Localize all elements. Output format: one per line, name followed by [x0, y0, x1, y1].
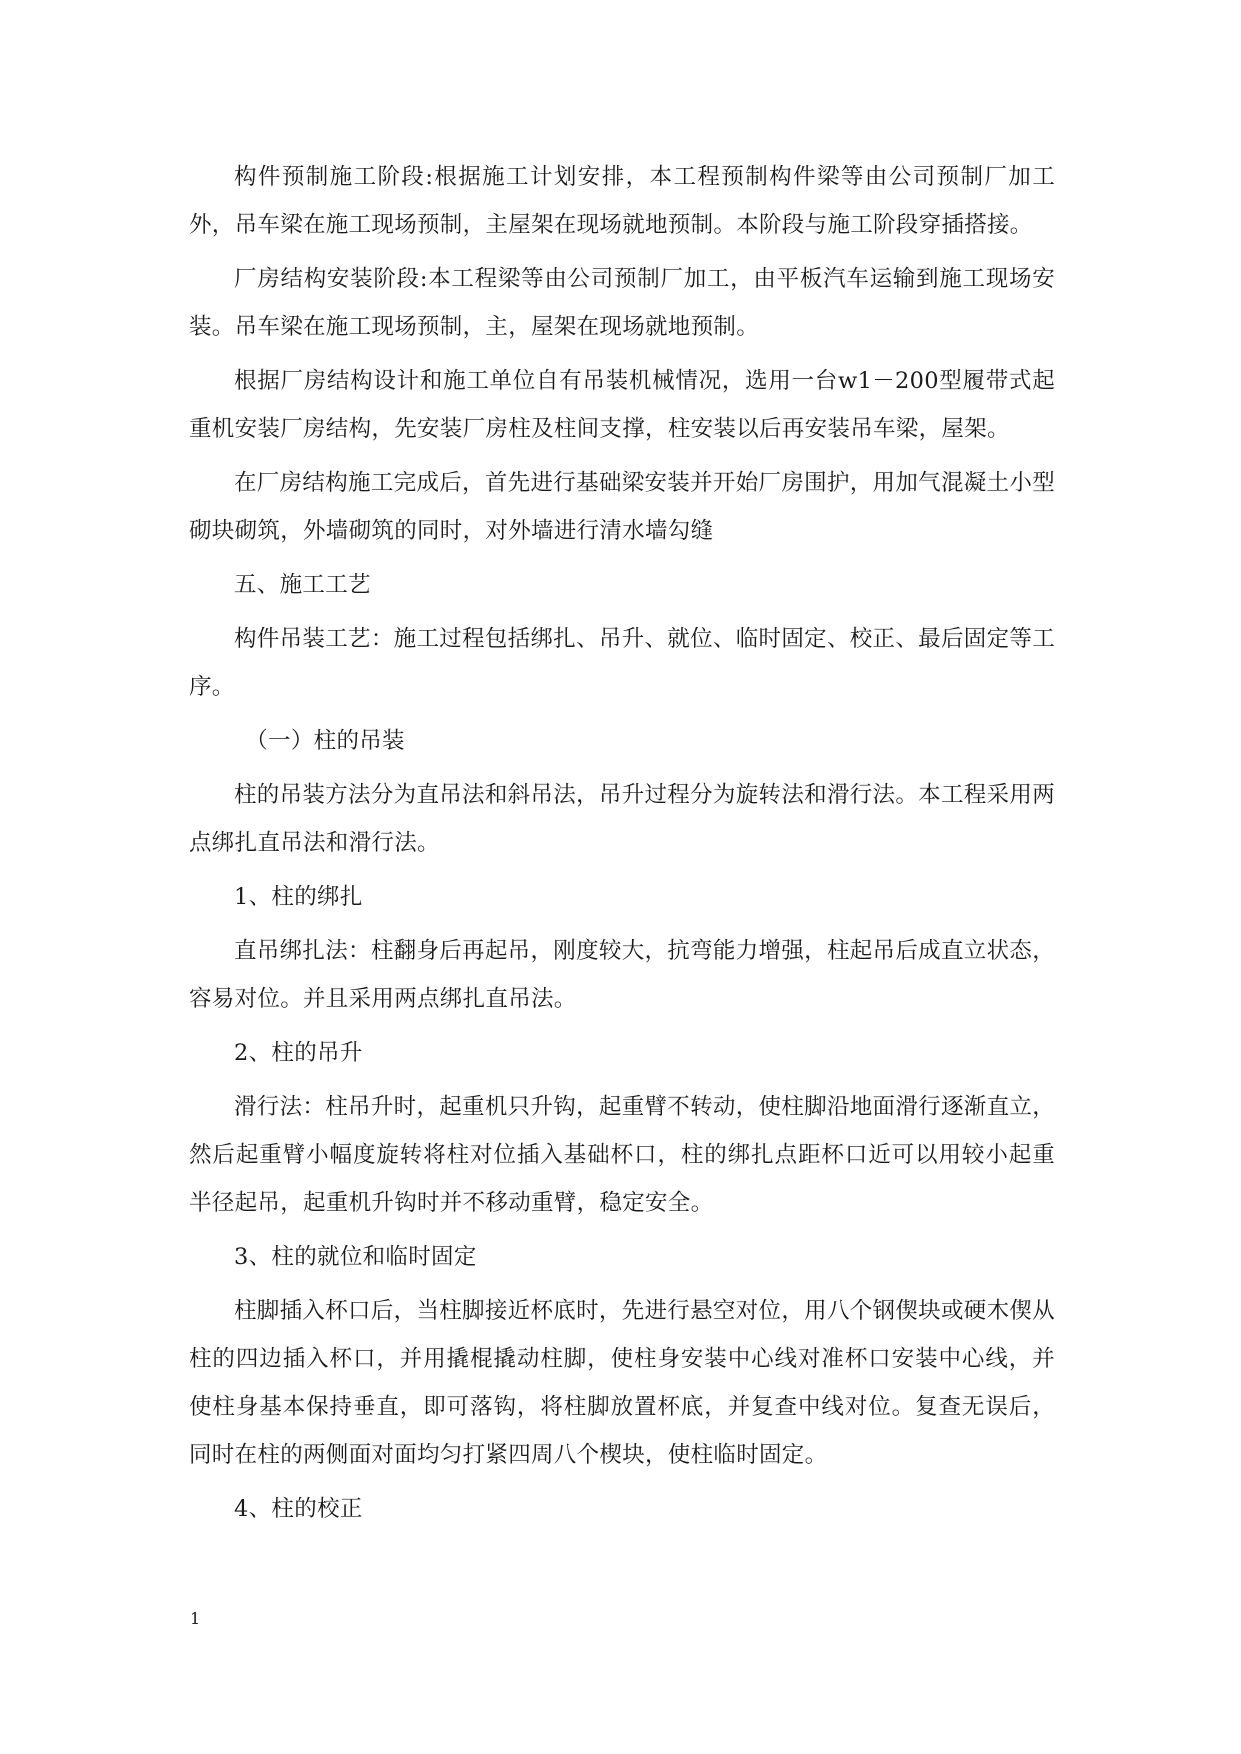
subsection-heading-column-hoisting: （一）柱的吊装 — [245, 728, 405, 754]
item-heading-column-binding: 1、柱的绑扎 — [234, 884, 363, 910]
paragraph-enclosure: 在厂房结构施工完成后，首先进行基础梁安装并开始厂房围护，用加气混凝土小型砌块砌筑，外墙砌筑的同时，对外墙进行清水墙勾缝 — [189, 470, 1055, 544]
paragraph-prefab-stage: 构件预制施工阶段:根据施工计划安排，本工程预制构件梁等由公司预制厂加工外，吊车梁在施工现场预制，主屋架在现场就地预制。本阶段与施工阶段穿插搭接。 — [189, 164, 1055, 238]
item-heading-column-correction: 4、柱的校正 — [234, 1496, 363, 1522]
item-heading-positioning-fixing: 3、柱的就位和临时固定 — [234, 1244, 477, 1270]
paragraph-hoisting-methods: 柱的吊装方法分为直吊法和斜吊法，吊升过程分为旋转法和滑行法。本工程采用两点绑扎直吊法和滑行法。 — [189, 782, 1055, 856]
paragraph-sliding-method: 滑行法：柱吊升时，起重机只升钩，起重臂不转动，使柱脚沿地面滑行逐渐直立，然后起重臂小幅度旋转将柱对位插入基础杯口，柱的绑扎点距杯口近可以用较小起重半径起吊，起重机升钩时并不移动重臂，稳定安全。 — [189, 1094, 1055, 1216]
document-body — [189, 153, 1055, 1533]
page-number: 1 — [190, 1609, 201, 1628]
item-heading-column-lifting: 2、柱的吊升 — [234, 1040, 363, 1066]
section-heading-construction-process: 五、施工工艺 — [234, 572, 371, 598]
paragraph-binding-method: 直吊绑扎法：柱翻身后再起吊，刚度较大，抗弯能力增强，柱起吊后成直立状态，容易对位。并且采用两点绑扎直吊法。 — [189, 938, 1055, 1012]
paragraph-installation-stage: 厂房结构安装阶段:本工程梁等由公司预制厂加工，由平板汽车运输到施工现场安装。吊车梁在施工现场预制，主，屋架在现场就地预制。 — [189, 266, 1055, 340]
paragraph-positioning-fixing: 柱脚插入杯口后，当柱脚接近杯底时，先进行悬空对位，用八个钢偰块或硬木偰从柱的四边插入杯口，并用撬棍撬动柱脚，使柱身安装中心线对准杯口安装中心线，并使柱身基本保持垂直，即可落钩，将柱脚放置杯底，并复查中线对位。复查无误后，同时在柱的两侧面对面均匀打紧四周八个楔块，使柱临时固定。 — [189, 1298, 1055, 1468]
paragraph-hoisting-process: 构件吊装工艺：施工过程包括绑扎、吊升、就位、临时固定、校正、最后固定等工序。 — [189, 626, 1055, 700]
paragraph-crane-selection: 根据厂房结构设计和施工单位自有吊装机械情况，选用一台w1－200型履带式起重机安装厂房结构，先安装厂房柱及柱间支撑，柱安装以后再安装吊车梁，屋架。 — [189, 368, 1055, 442]
